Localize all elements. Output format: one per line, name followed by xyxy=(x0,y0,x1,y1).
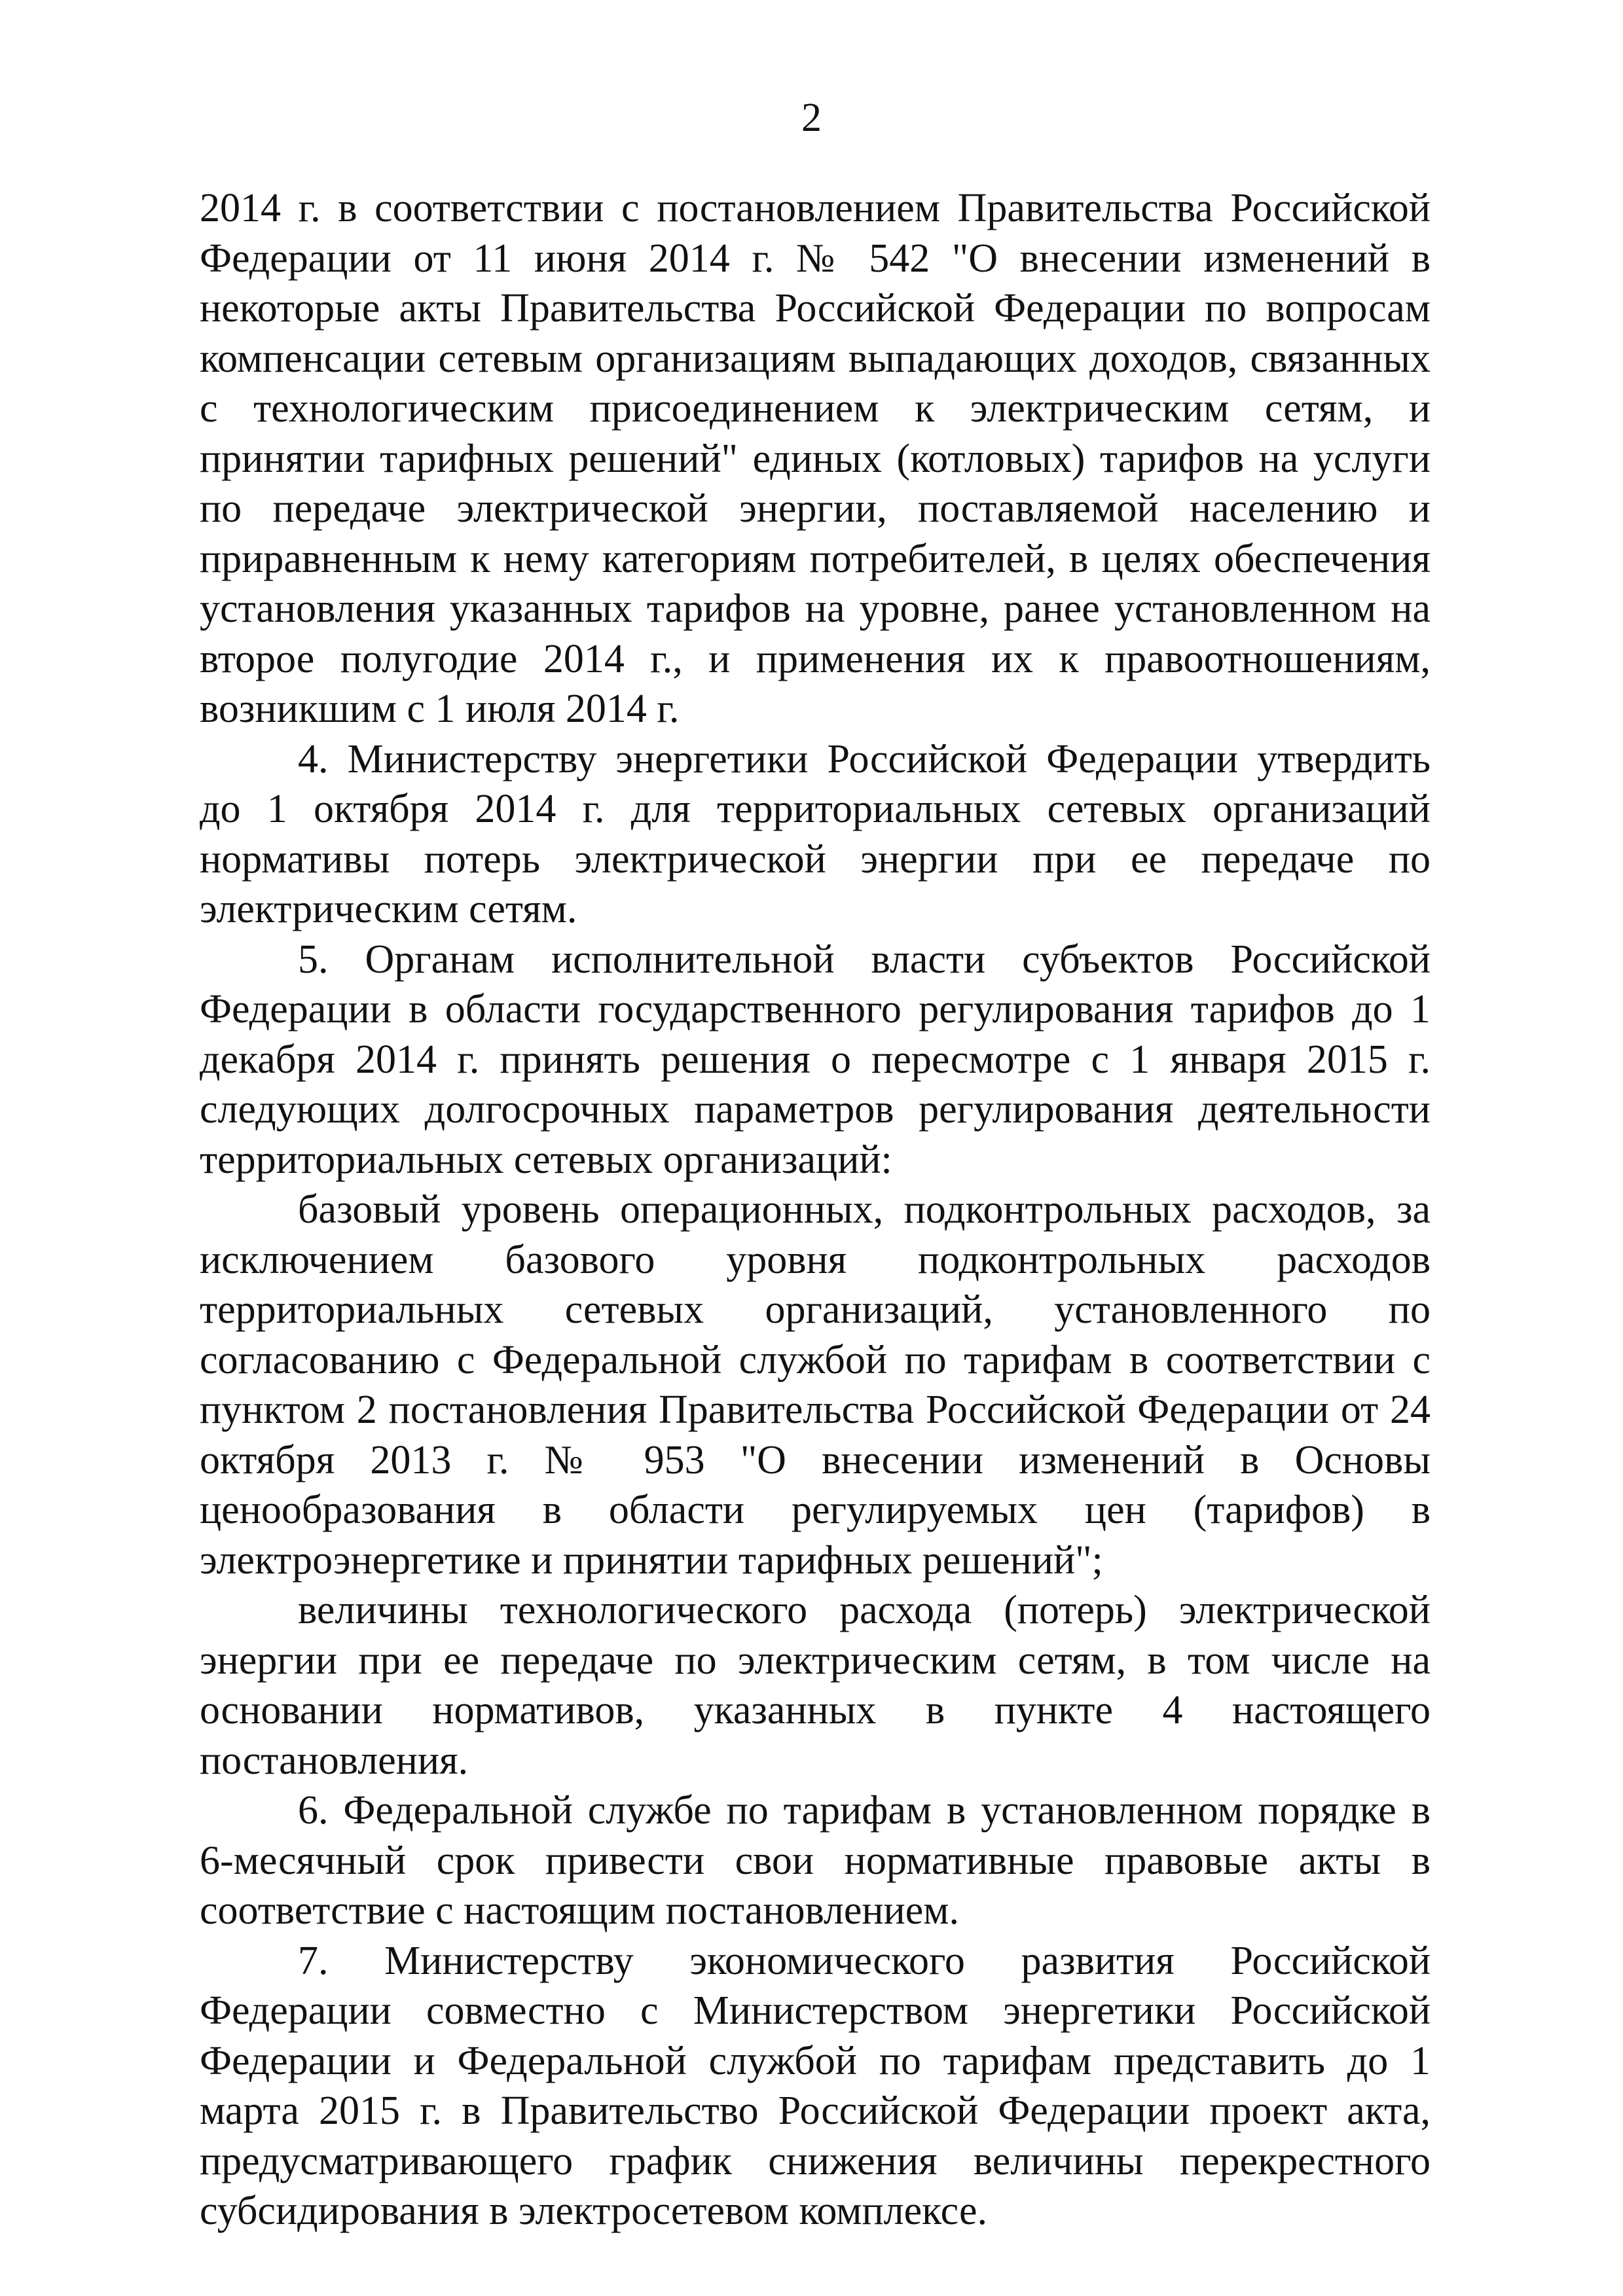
page-number: 2 xyxy=(801,96,822,140)
paragraph-item-4: 4. Министерству энергетики Российской Федерации утвердить до 1 октября 2014 г. для территориальных сетевых организаций нормативы потерь электрической энергии при ее передаче по электрическим сетям. xyxy=(200,736,1431,931)
paragraph-item-7: 7. Министерству экономического развития Российской Федерации совместно с Министерством энергетики Российской Федерации и Федеральной службой по тарифам представить до 1 марта 2015 г. в Правительство Российской Федерации проект акта, предусматривающего график снижения величины перекрестного субсидирования в электросетевом комплексе. xyxy=(200,1938,1431,2233)
paragraph-item-5: 5. Органам исполнительной власти субъектов Российской Федерации в области государственного регулирования тарифов до 1 декабря 2014 г. принять решения о пересмотре с 1 января 2015 г. следующих долгосрочных параметров регулирования деятельности территориальных сетевых организаций: xyxy=(200,937,1431,1182)
document-body xyxy=(200,183,1431,2236)
paragraph-item-5-subitem-losses: величины технологического расхода (потерь) электрической энергии при ее передаче по электрическим сетям, в том числе на основании нормативов, указанных в пункте 4 настоящего постановления. xyxy=(200,1588,1431,1783)
paragraph-item-5-subitem-base-level: базовый уровень операционных, подконтрольных расходов, за исключением базового уровня подконтрольных расходов территориальных сетевых организаций, установленного по согласованию с Федеральной службой по тарифам в соответствии с пунктом 2 постановления Правительства Российской Федерации от 24 октября 2013 г. № 953 "О внесении изменений в Основы ценообразования в области регулируемых цен (тарифов) в электроэнергетике и принятии тарифных решений"; xyxy=(200,1187,1431,1583)
paragraph-continuation: 2014 г. в соответствии с постановлением Правительства Российской Федерации от 11 июня 2014 г. № 542 "О внесении изменений в некоторые акты Правительства Российской Федерации по вопросам компенсации сетевым организациям выпадающих доходов, связанных с технологическим присоединением к электрическим сетям, и принятии тарифных решений" единых (котловых) тарифов на услуги по передаче электрической энергии, поставляемой населению и приравненным к нему категориям потребителей, в целях обеспечения установления указанных тарифов на уровне, ранее установленном на второе полугодие 2014 г., и применения их к правоотношениям, возникшим с 1 июля 2014 г. xyxy=(200,186,1431,731)
paragraph-item-6: 6. Федеральной службе по тарифам в установленном порядке в 6-месячный срок привести свои нормативные правовые акты в соответствие с настоящим постановлением. xyxy=(200,1788,1431,1933)
